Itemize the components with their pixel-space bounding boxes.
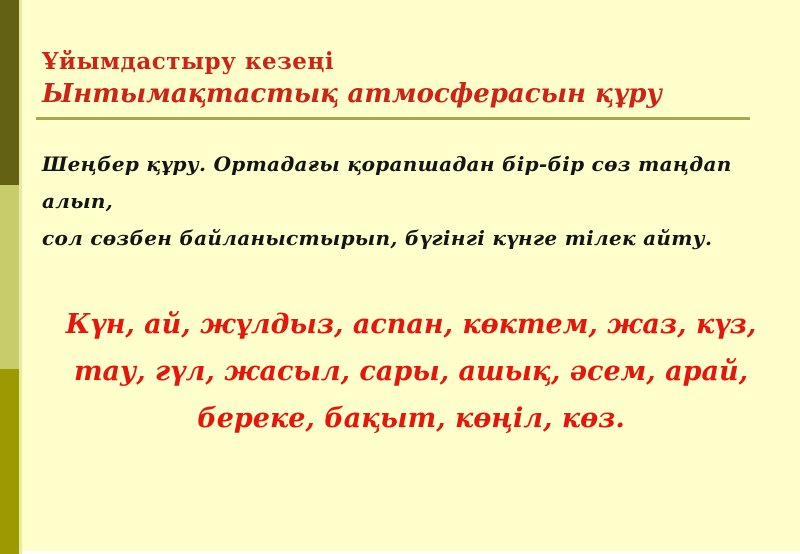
title-line-2: Ынтымақтастық атмосферасын құру [42,79,662,109]
body-line-1: Шеңбер құру. Ортадағы қорапшадан бір-бір сөз таңдап алып, [42,152,732,213]
word-list-block [22,301,800,442]
sidebar-segment-dark [0,0,19,185]
sidebar-segment-khaki [0,185,19,369]
title-divider-line [36,117,750,120]
title-line-1: Ұйымдастыру кезеңі [42,48,335,75]
word-list-line-3: береке, бақыт, көңіл, көз. [197,403,625,434]
word-list-line-1: Күн, ай, жұлдыз, аспан, көктем, жаз, күз, [65,309,757,340]
word-list-line-2: тау, гүл, жасыл, сары, ашық, әсем, арай, [73,356,748,387]
sidebar-segment-olive [0,369,19,554]
sidebar-accent-bar [0,0,19,554]
body-paragraph [42,146,800,257]
slide-content [22,0,800,554]
body-line-2: сол сөзбен байланыстырып, бүгінгі күнге тілек айту. [42,226,713,250]
slide-title-block [42,46,800,112]
